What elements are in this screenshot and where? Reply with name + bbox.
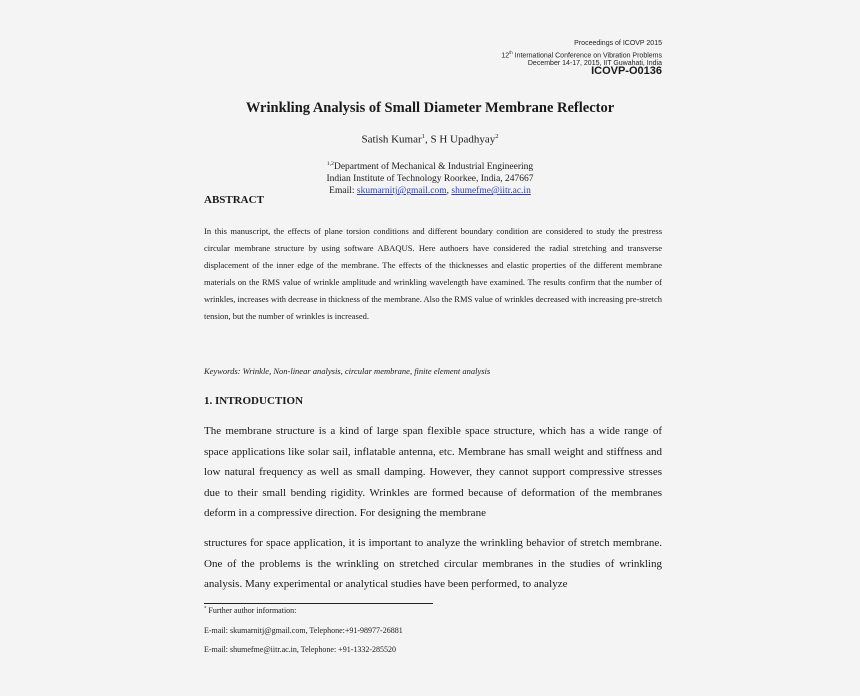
footnote-marker: *	[204, 606, 207, 612]
paper-title: Wrinkling Analysis of Small Diameter Membrane Reflector	[245, 100, 615, 116]
paper-code: ICOVP-O0136	[591, 65, 662, 77]
author-2-sup: 2	[495, 133, 499, 140]
conference-ordinal: th	[509, 49, 513, 55]
header-line-3: December 14-17, 2015, IIT Guwahati, India	[527, 60, 662, 68]
department	[0, 158, 860, 173]
abstract-heading: ABSTRACT	[204, 194, 264, 206]
department-name: Department of Mechanical & Industrial Engineering	[333, 162, 534, 173]
author-separator: ,	[424, 133, 431, 146]
affiliation	[0, 158, 860, 197]
conference-number: 12	[501, 51, 510, 59]
footnote-contact-1: E-mail: skumarnitj@gmail.com, Telephone:+91-98977-26881	[204, 626, 403, 635]
introduction-heading: 1. INTRODUCTION	[204, 395, 304, 407]
email-link-1[interactable]: skumarnitj@gmail.com	[356, 186, 447, 197]
affiliation-sup: 1,2	[326, 161, 334, 167]
author-line	[0, 133, 860, 146]
email-separator: ,	[446, 186, 452, 197]
footnote-contact-2: E-mail: shumefme@iitr.ac.in, Telephone: +91-1332-285520	[204, 645, 397, 654]
footnote-title: Further author information:	[206, 606, 297, 615]
footnote-heading	[204, 606, 296, 615]
author-1: Satish Kumar	[361, 133, 422, 146]
email-link-2[interactable]: shumefme@iitr.ac.in	[451, 186, 531, 197]
introduction-paragraph-1: The membrane structure is a kind of large span flexible space structure, which has a wide range of space applications like solar sail, inflatable antenna, etc. Membrane has small weight and stiffness and low natural frequency as well as small damping. However, they cannot support compressive stresses due to their small bending rigidity. Wrinkles are formed because of deformation of the membranes deform in a compressive direction. For designing the membrane	[204, 425, 662, 519]
conference-name: International Conference on Vibration Problems	[512, 51, 662, 59]
introduction-paragraph-2: structures for space application, it is important to analyze the wrinkling behavior of stretch membrane. One of the problems is the wrinkling on stretched circular membranes in the studies of wrinkling analysis. Many experimental or analytical studies have been performed, to analyze	[204, 537, 662, 590]
header-line-1: Proceedings of ICOVP 2015	[574, 40, 662, 47]
keywords: Keywords: Wrinkle, Non-linear analysis, circular membrane, finite element analysis	[204, 366, 491, 376]
footnote-divider	[204, 603, 433, 604]
email-label: Email:	[329, 186, 357, 197]
institute: Indian Institute of Technology Roorkee, India, 247667	[326, 174, 534, 185]
author-2: S H Upadhyay	[430, 133, 496, 146]
email-line	[0, 185, 860, 197]
abstract-text: In this manuscript, the effects of plane torsion conditions and different boundary condition are considered to study the prestress circular membrane structure by using software ABAQUS. Here authoers have considered the radial stretching and transverse displacement of the inner edge of the membrane. The effects of the thicknesses and elastic properties of the different membrane materials on the RMS value of wrinkle amplitude and wrinkling wavelength have examined. The results confirm that the number of wrinkles, increases with decrease in thickness of the membrane. Also the RMS value of wrinkles decreased with increasing pre-stretch tension, but the number of wrinkles is increased.	[204, 226, 662, 321]
header-line-2	[501, 49, 662, 61]
author-1-sup: 1	[421, 133, 425, 140]
